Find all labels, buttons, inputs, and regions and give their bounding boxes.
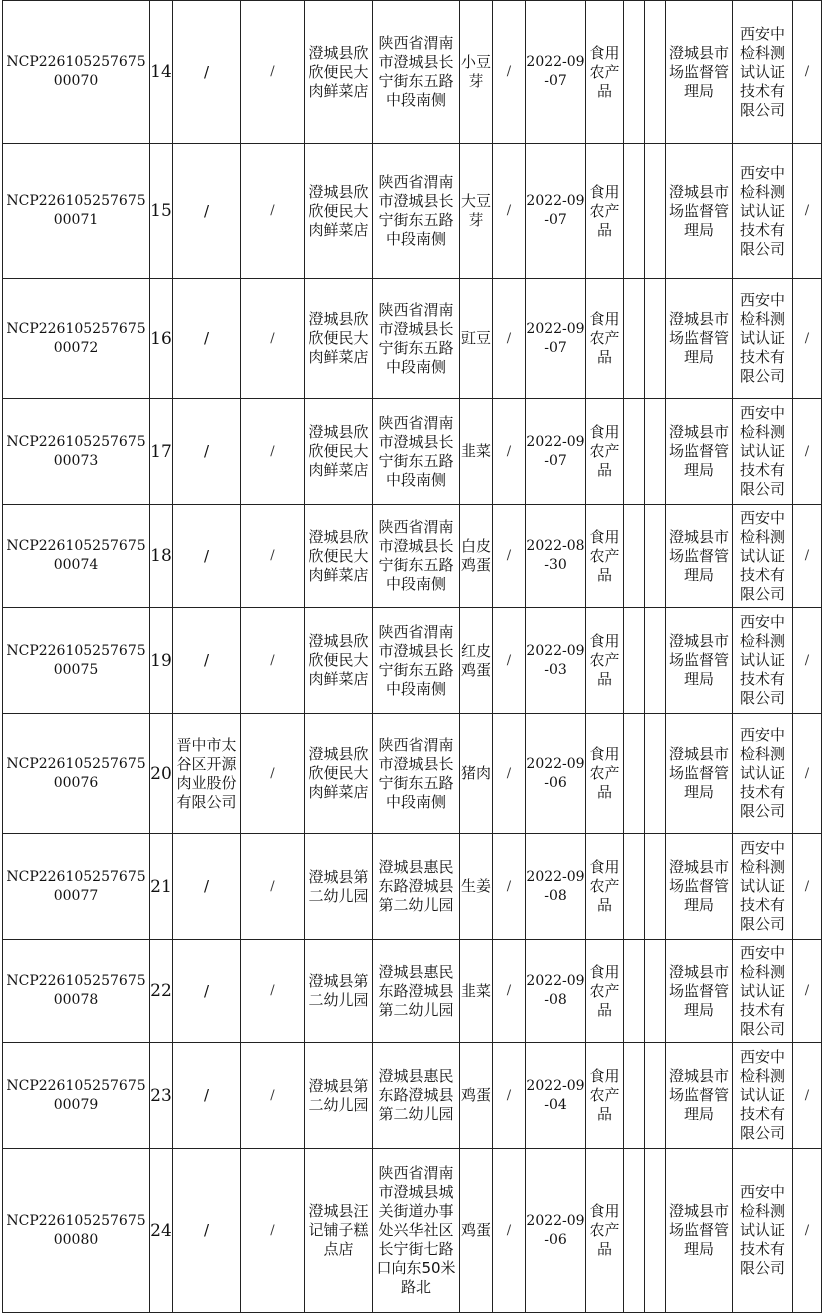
- sampled-unit-cell: 澄城县欣欣便民大肉鲜菜店: [305, 505, 373, 608]
- blank-cell: [624, 1149, 645, 1313]
- producer-name-cell: /: [173, 608, 241, 714]
- remarks-cell: /: [793, 940, 822, 1043]
- food-category-cell: 食用农产品: [586, 279, 624, 399]
- food-category-cell: 食用农产品: [586, 1043, 624, 1149]
- food-name-cell: 鸡蛋: [460, 1043, 493, 1149]
- producer-address-cell: /: [241, 714, 305, 834]
- specification-cell: /: [493, 940, 526, 1043]
- sampled-unit-address-cell: 陕西省渭南市澄城县长宁街东五路中段南侧: [373, 1, 460, 144]
- blank-cell: [624, 714, 645, 834]
- food-category-cell: 食用农产品: [586, 834, 624, 940]
- testing-agency-cell: 西安中检科测试认证技术有限公司: [733, 399, 793, 505]
- production-date-cell: 2022-09-03: [526, 608, 586, 714]
- task-authority-cell: 澄城县市场监督管理局: [666, 940, 733, 1043]
- producer-name-cell: /: [173, 1149, 241, 1313]
- task-authority-cell: 澄城县市场监督管理局: [666, 1149, 733, 1313]
- sample-code-cell: NCP22610525767500078: [3, 940, 150, 1043]
- producer-name-cell: /: [173, 940, 241, 1043]
- task-authority-cell: 澄城县市场监督管理局: [666, 1, 733, 144]
- sequence-number-cell: 20: [150, 714, 173, 834]
- specification-cell: /: [493, 144, 526, 279]
- food-category-cell: 食用农产品: [586, 608, 624, 714]
- sampled-unit-address-cell: 陕西省渭南市澄城县长宁街东五路中段南侧: [373, 714, 460, 834]
- sequence-number-cell: 17: [150, 399, 173, 505]
- sample-code-cell: NCP22610525767500076: [3, 714, 150, 834]
- specification-cell: /: [493, 1043, 526, 1149]
- sample-code-cell: NCP22610525767500071: [3, 144, 150, 279]
- sampled-unit-address-cell: 澄城县惠民东路澄城县第二幼儿园: [373, 940, 460, 1043]
- sequence-number-cell: 24: [150, 1149, 173, 1313]
- sequence-number-cell: 22: [150, 940, 173, 1043]
- sampled-unit-cell: 澄城县欣欣便民大肉鲜菜店: [305, 279, 373, 399]
- remarks-cell: /: [793, 1, 822, 144]
- testing-agency-cell: 西安中检科测试认证技术有限公司: [733, 940, 793, 1043]
- sample-code-cell: NCP22610525767500073: [3, 399, 150, 505]
- producer-address-cell: /: [241, 940, 305, 1043]
- task-authority-cell: 澄城县市场监督管理局: [666, 834, 733, 940]
- remarks-cell: /: [793, 1043, 822, 1149]
- sequence-number-cell: 23: [150, 1043, 173, 1149]
- table-body: [3, 1, 822, 1313]
- testing-agency-cell: 西安中检科测试认证技术有限公司: [733, 1149, 793, 1313]
- blank-cell: [624, 940, 645, 1043]
- sequence-number-cell: 16: [150, 279, 173, 399]
- task-authority-cell: 澄城县市场监督管理局: [666, 279, 733, 399]
- specification-cell: /: [493, 608, 526, 714]
- sample-code-cell: NCP22610525767500075: [3, 608, 150, 714]
- producer-name-cell: /: [173, 399, 241, 505]
- remarks-cell: /: [793, 399, 822, 505]
- table-row: [3, 1149, 822, 1313]
- production-date-cell: 2022-09-07: [526, 1, 586, 144]
- production-date-cell: 2022-09-06: [526, 1149, 586, 1313]
- blank-cell: [645, 399, 666, 505]
- remarks-cell: /: [793, 608, 822, 714]
- production-date-cell: 2022-08-30: [526, 505, 586, 608]
- remarks-cell: /: [793, 279, 822, 399]
- testing-agency-cell: 西安中检科测试认证技术有限公司: [733, 144, 793, 279]
- blank-cell: [645, 714, 666, 834]
- sequence-number-cell: 14: [150, 1, 173, 144]
- task-authority-cell: 澄城县市场监督管理局: [666, 505, 733, 608]
- specification-cell: /: [493, 1149, 526, 1313]
- testing-agency-cell: 西安中检科测试认证技术有限公司: [733, 714, 793, 834]
- producer-address-cell: /: [241, 1149, 305, 1313]
- specification-cell: /: [493, 834, 526, 940]
- production-date-cell: 2022-09-07: [526, 399, 586, 505]
- producer-address-cell: /: [241, 399, 305, 505]
- table-row: [3, 608, 822, 714]
- food-name-cell: 小豆芽: [460, 1, 493, 144]
- producer-address-cell: /: [241, 608, 305, 714]
- producer-name-cell: /: [173, 505, 241, 608]
- task-authority-cell: 澄城县市场监督管理局: [666, 399, 733, 505]
- sampled-unit-cell: 澄城县欣欣便民大肉鲜菜店: [305, 1, 373, 144]
- testing-agency-cell: 西安中检科测试认证技术有限公司: [733, 1043, 793, 1149]
- food-category-cell: 食用农产品: [586, 940, 624, 1043]
- remarks-cell: /: [793, 714, 822, 834]
- testing-agency-cell: 西安中检科测试认证技术有限公司: [733, 1, 793, 144]
- production-date-cell: 2022-09-04: [526, 1043, 586, 1149]
- blank-cell: [645, 608, 666, 714]
- sampled-unit-cell: 澄城县第二幼儿园: [305, 940, 373, 1043]
- sampled-unit-cell: 澄城县欣欣便民大肉鲜菜店: [305, 608, 373, 714]
- production-date-cell: 2022-09-08: [526, 940, 586, 1043]
- specification-cell: /: [493, 1, 526, 144]
- producer-address-cell: /: [241, 505, 305, 608]
- sample-code-cell: NCP22610525767500074: [3, 505, 150, 608]
- sampled-unit-address-cell: 陕西省渭南市澄城县长宁街东五路中段南侧: [373, 279, 460, 399]
- sampled-unit-cell: 澄城县欣欣便民大肉鲜菜店: [305, 714, 373, 834]
- food-name-cell: 豇豆: [460, 279, 493, 399]
- table-row: [3, 1043, 822, 1149]
- producer-address-cell: /: [241, 834, 305, 940]
- producer-address-cell: /: [241, 144, 305, 279]
- food-category-cell: 食用农产品: [586, 1149, 624, 1313]
- blank-cell: [624, 1, 645, 144]
- production-date-cell: 2022-09-06: [526, 714, 586, 834]
- sequence-number-cell: 18: [150, 505, 173, 608]
- sampled-unit-address-cell: 陕西省渭南市澄城县长宁街东五路中段南侧: [373, 144, 460, 279]
- sample-code-cell: NCP22610525767500079: [3, 1043, 150, 1149]
- sample-code-cell: NCP22610525767500077: [3, 834, 150, 940]
- table-row: [3, 399, 822, 505]
- specification-cell: /: [493, 399, 526, 505]
- table-row: [3, 505, 822, 608]
- sampled-unit-cell: 澄城县汪记铺子糕点店: [305, 1149, 373, 1313]
- producer-name-cell: /: [173, 1, 241, 144]
- sequence-number-cell: 21: [150, 834, 173, 940]
- specification-cell: /: [493, 505, 526, 608]
- sampled-unit-address-cell: 陕西省渭南市澄城县城关街道办事处兴华社区长宁街七路口向东50米路北: [373, 1149, 460, 1313]
- producer-name-cell: /: [173, 144, 241, 279]
- sampled-unit-address-cell: 陕西省渭南市澄城县长宁街东五路中段南侧: [373, 399, 460, 505]
- sampling-results-table: [2, 0, 822, 1313]
- producer-name-cell: /: [173, 1043, 241, 1149]
- task-authority-cell: 澄城县市场监督管理局: [666, 1043, 733, 1149]
- producer-address-cell: /: [241, 279, 305, 399]
- testing-agency-cell: 西安中检科测试认证技术有限公司: [733, 279, 793, 399]
- production-date-cell: 2022-09-07: [526, 279, 586, 399]
- producer-name-cell: 晋中市太谷区开源肉业股份有限公司: [173, 714, 241, 834]
- sampled-unit-cell: 澄城县第二幼儿园: [305, 1043, 373, 1149]
- sampled-unit-cell: 澄城县第二幼儿园: [305, 834, 373, 940]
- table-row: [3, 1, 822, 144]
- blank-cell: [645, 1043, 666, 1149]
- blank-cell: [645, 1, 666, 144]
- blank-cell: [624, 399, 645, 505]
- table-row: [3, 834, 822, 940]
- testing-agency-cell: 西安中检科测试认证技术有限公司: [733, 834, 793, 940]
- food-category-cell: 食用农产品: [586, 399, 624, 505]
- testing-agency-cell: 西安中检科测试认证技术有限公司: [733, 505, 793, 608]
- food-category-cell: 食用农产品: [586, 144, 624, 279]
- sample-code-cell: NCP22610525767500070: [3, 1, 150, 144]
- blank-cell: [624, 279, 645, 399]
- sample-code-cell: NCP22610525767500080: [3, 1149, 150, 1313]
- table-row: [3, 714, 822, 834]
- table-row: [3, 144, 822, 279]
- sampled-unit-cell: 澄城县欣欣便民大肉鲜菜店: [305, 144, 373, 279]
- specification-cell: /: [493, 714, 526, 834]
- specification-cell: /: [493, 279, 526, 399]
- production-date-cell: 2022-09-07: [526, 144, 586, 279]
- blank-cell: [645, 1149, 666, 1313]
- sequence-number-cell: 15: [150, 144, 173, 279]
- task-authority-cell: 澄城县市场监督管理局: [666, 714, 733, 834]
- blank-cell: [624, 608, 645, 714]
- table-row: [3, 940, 822, 1043]
- producer-address-cell: /: [241, 1043, 305, 1149]
- sequence-number-cell: 19: [150, 608, 173, 714]
- blank-cell: [645, 940, 666, 1043]
- producer-name-cell: /: [173, 279, 241, 399]
- task-authority-cell: 澄城县市场监督管理局: [666, 608, 733, 714]
- producer-address-cell: /: [241, 1, 305, 144]
- blank-cell: [624, 505, 645, 608]
- task-authority-cell: 澄城县市场监督管理局: [666, 144, 733, 279]
- blank-cell: [645, 144, 666, 279]
- sample-code-cell: NCP22610525767500072: [3, 279, 150, 399]
- food-category-cell: 食用农产品: [586, 1, 624, 144]
- blank-cell: [645, 834, 666, 940]
- blank-cell: [624, 1043, 645, 1149]
- food-name-cell: 韭菜: [460, 399, 493, 505]
- sampled-unit-cell: 澄城县欣欣便民大肉鲜菜店: [305, 399, 373, 505]
- food-name-cell: 红皮鸡蛋: [460, 608, 493, 714]
- sampled-unit-address-cell: 陕西省渭南市澄城县长宁街东五路中段南侧: [373, 505, 460, 608]
- food-category-cell: 食用农产品: [586, 505, 624, 608]
- table-row: [3, 279, 822, 399]
- food-name-cell: 白皮鸡蛋: [460, 505, 493, 608]
- sampled-unit-address-cell: 澄城县惠民东路澄城县第二幼儿园: [373, 1043, 460, 1149]
- food-name-cell: 韭菜: [460, 940, 493, 1043]
- food-category-cell: 食用农产品: [586, 714, 624, 834]
- sampled-unit-address-cell: 澄城县惠民东路澄城县第二幼儿园: [373, 834, 460, 940]
- remarks-cell: /: [793, 834, 822, 940]
- blank-cell: [645, 505, 666, 608]
- remarks-cell: /: [793, 505, 822, 608]
- blank-cell: [624, 144, 645, 279]
- remarks-cell: /: [793, 144, 822, 279]
- blank-cell: [624, 834, 645, 940]
- remarks-cell: /: [793, 1149, 822, 1313]
- food-name-cell: 鸡蛋: [460, 1149, 493, 1313]
- blank-cell: [645, 279, 666, 399]
- production-date-cell: 2022-09-08: [526, 834, 586, 940]
- food-name-cell: 生姜: [460, 834, 493, 940]
- producer-name-cell: /: [173, 834, 241, 940]
- food-name-cell: 猪肉: [460, 714, 493, 834]
- testing-agency-cell: 西安中检科测试认证技术有限公司: [733, 608, 793, 714]
- food-name-cell: 大豆芽: [460, 144, 493, 279]
- sampled-unit-address-cell: 陕西省渭南市澄城县长宁街东五路中段南侧: [373, 608, 460, 714]
